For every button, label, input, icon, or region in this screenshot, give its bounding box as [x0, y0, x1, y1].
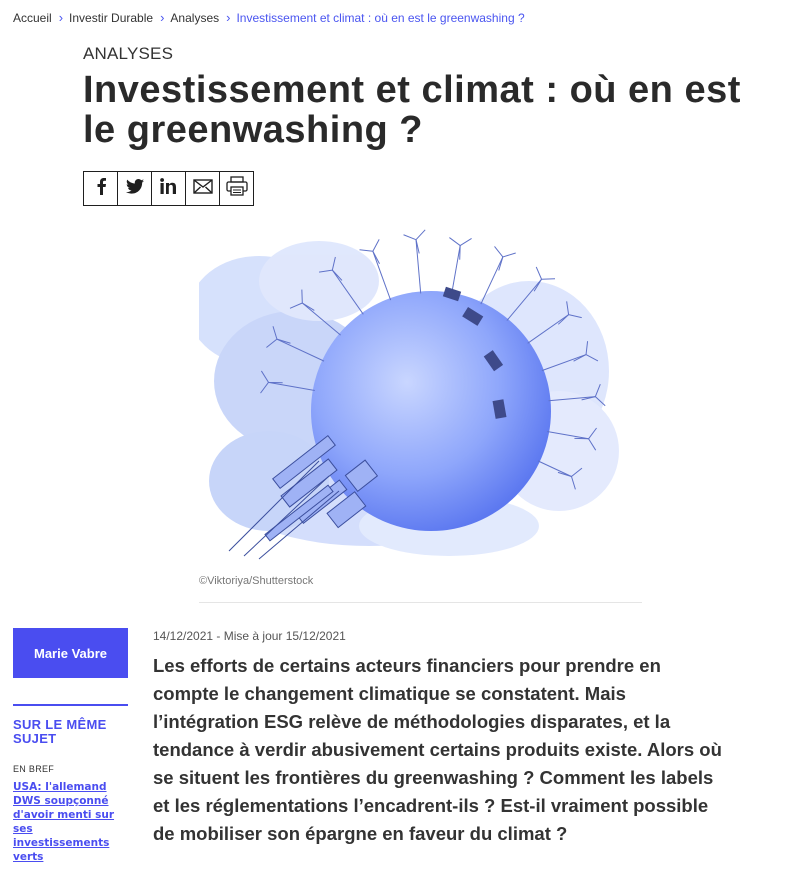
hero-image: [199, 221, 642, 563]
linkedin-icon: [160, 178, 177, 199]
publish-dates: 14/12/2021 - Mise à jour 15/12/2021: [153, 629, 346, 643]
page-title: Investissement et climat : où en est le greenwashing ?: [83, 69, 741, 151]
article-lead: Les efforts de certains acteurs financiers pour prendre en compte le changement climatique se constatent. Mais l’intégration ESG relève de méthodologies disparates, et la tendance à verdir abusivement certains produits existe. Alors où se situent les frontières du greenwashing ? Comment les labels et les réglementations l’encadrent-ils ? Est-il vraiment possible de mobiliser son épargne en faveur du climat ?: [153, 655, 722, 844]
twitter-icon: [126, 179, 144, 199]
facebook-icon: [95, 177, 107, 200]
email-icon: [193, 179, 213, 199]
linkedin-share-button[interactable]: [151, 171, 186, 206]
twitter-share-button[interactable]: [117, 171, 152, 206]
breadcrumb-analyses[interactable]: Analyses: [170, 10, 220, 25]
chevron-right-icon: ›: [226, 10, 231, 25]
breadcrumb-accueil[interactable]: Accueil: [13, 10, 52, 25]
author-button[interactable]: Marie Vabre: [13, 628, 128, 678]
share-bar: [83, 171, 253, 206]
chevron-right-icon: ›: [160, 10, 165, 25]
breadcrumb-investir-durable[interactable]: Investir Durable: [69, 10, 154, 25]
related-heading: SUR LE MÊME SUJET: [13, 717, 107, 746]
image-credit: ©Viktoriya/Shutterstock: [199, 575, 314, 587]
print-icon: [226, 176, 248, 201]
related-article-link[interactable]: USA: l'allemand DWS soupçonné d'avoir menti sur ses investissements verts: [13, 781, 115, 863]
chevron-right-icon: ›: [58, 10, 64, 25]
email-share-button[interactable]: [185, 171, 220, 206]
facebook-share-button[interactable]: [83, 171, 118, 206]
breadcrumb: [13, 10, 525, 25]
article-category: ANALYSES: [83, 44, 174, 63]
divider: [13, 704, 128, 706]
breadcrumb-current: Investissement et climat : où en est le greenwashing ?: [236, 10, 525, 25]
related-tag: EN BREF: [13, 764, 55, 774]
divider: [199, 602, 642, 603]
print-button[interactable]: [219, 171, 254, 206]
